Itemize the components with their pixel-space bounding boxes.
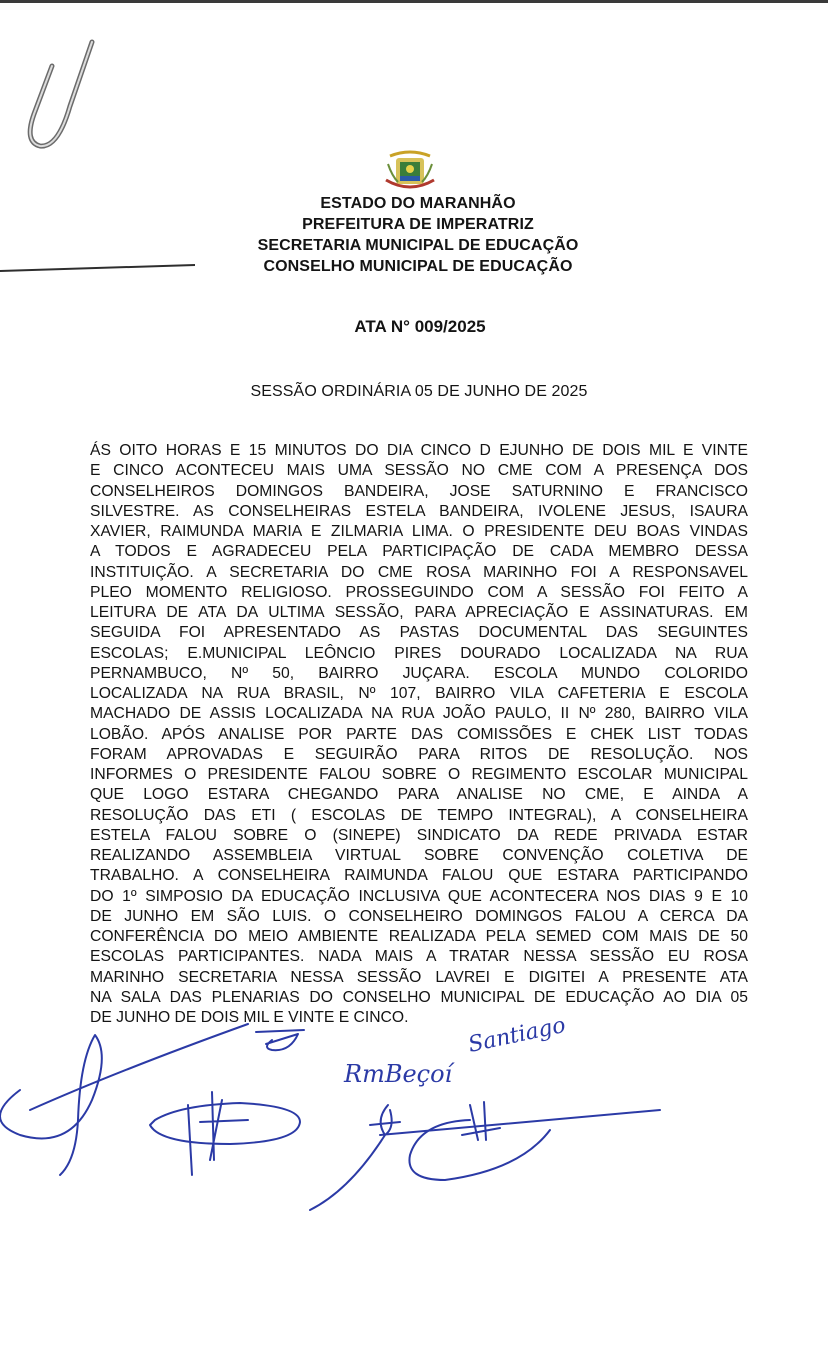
handwritten-rmbecoi	[343, 1060, 456, 1088]
body-line: LOCALIZADA NA RUA BRASIL, Nº 107, BAIRRO VILA CAFETERIA E ESCOLA	[90, 685, 748, 702]
body-line: PLEO MOMENTO RELIGIOSO. PROSSEGUINDO COM A SESSÃO FOI FEITO A	[90, 583, 748, 601]
body-line: ÁS OITO HORAS E 15 MINUTOS DO DIA CINCO D EJUNHO DE DOIS MIL E VINTE	[90, 442, 748, 459]
body-line: INFORMES O PRESIDENTE FALOU SOBRE O REGIMENTO ESCOLAR MUNICIPAL	[90, 766, 748, 783]
header-secretariat: SECRETARIA MUNICIPAL DE EDUCAÇÃO	[257, 237, 579, 254]
handwritten-signature-santiago: Santiago	[466, 1012, 568, 1058]
header-state: ESTADO DO MARANHÃO	[320, 195, 516, 212]
body-line: XAVIER, RAIMUNDA MARIA E ZILMARIA LIMA. O PRESIDENTE DEU BOAS VINDAS	[90, 523, 748, 540]
body-line: SEGUIDA FOI APRESENTADO AS PASTAS DOCUMENTAL DAS SEGUINTES	[90, 624, 748, 642]
signature-5	[409, 1102, 550, 1180]
body-line: MARINHO SECRETARIA NESSA SESSÃO LAVREI E DIGITEI A PRESENTE ATA	[90, 968, 748, 986]
body-line: SILVESTRE. AS CONSELHEIRAS ESTELA BANDEIRA, IVOLENE JESUS, ISAURA	[90, 502, 748, 520]
handwritten-santiago	[466, 1013, 568, 1058]
handwritten-signature-rmbecoi: RmBeçoí	[344, 1060, 453, 1088]
header-prefecture: PREFEITURA DE IMPERATRIZ	[302, 216, 534, 233]
ata-title: ATA N° 009/2025	[354, 317, 486, 336]
session-heading: SESSÃO ORDINÁRIA 05 DE JUNHO DE 2025	[250, 383, 588, 400]
body-line: TRABALHO. A CONSELHEIRA RAIMUNDA FALOU QUE ESTARA PARTICIPANDO	[90, 867, 748, 885]
signature-2	[256, 1030, 304, 1050]
body-line: INSTITUIÇÃO. A SECRETARIA DO CME ROSA MARINHO FOI A RESPONSAVEL	[90, 563, 748, 581]
body-line: NA SALA DAS PLENARIAS DO CONSELHO MUNICIPAL DE EDUCAÇÃO AO DIA 05	[90, 988, 748, 1006]
body-line: REALIZANDO ASSEMBLEIA VIRTUAL SOBRE CONVENÇÃO COLETIVA DE	[90, 847, 748, 864]
body-line: LOBÃO. APÓS ANALISE POR PARTE DAS COMISSÕES E CHEK LIST TODAS	[90, 725, 748, 743]
body-line: DE JUNHO EM SÃO LUIS. O CONSELHEIRO DOMINGOS FALOU A CERCA DA	[90, 907, 748, 925]
header-council: CONSELHO MUNICIPAL DE EDUCAÇÃO	[263, 258, 573, 275]
coat-of-arms-icon	[384, 150, 436, 192]
minutes-body	[90, 441, 748, 1028]
paperclip-icon	[10, 36, 100, 161]
body-line: QUE LOGO ESTARA CHEGANDO PARA ANALISE NO CME, E AINDA A	[90, 786, 748, 804]
body-line: FORAM APROVADAS E SEGUIRÃO PARA RITOS DE RESOLUÇÃO. NOS	[90, 745, 748, 763]
scan-shadow-line	[0, 262, 195, 276]
body-line: CONFERÊNCIA DO MEIO AMBIENTE REALIZADA PELA SEMED COM MAIS DE 50	[90, 928, 748, 945]
body-line: ESCOLAS PARTICIPANTES. NADA MAIS A TRATAR NESSA SESSÃO EU ROSA	[90, 948, 748, 966]
scan-top-edge	[0, 0, 828, 3]
body-line: DE JUNHO DE DOIS MIL E VINTE E CINCO.	[90, 1009, 409, 1026]
body-line: ESTELA FALOU SOBRE O (SINEPE) SINDICATO DA REDE PRIVADA ESTAR	[90, 826, 748, 844]
signature-3	[150, 1092, 300, 1175]
body-line: PERNAMBUCO, Nº 50, BAIRRO JUÇARA. ESCOLA MUNDO COLORIDO	[90, 664, 748, 682]
signatures-area	[0, 1010, 828, 1240]
body-line: LEITURA DE ATA DA ULTIMA SESSÃO, PARA APRECIAÇÃO E ASSINATURAS. EM	[90, 604, 748, 621]
body-line: RESOLUÇÃO DAS ETI ( ESCOLAS DE TEMPO INTEGRAL), A CONSELHEIRA	[90, 806, 748, 824]
letterhead	[200, 193, 636, 277]
body-line: E CINCO ACONTECEU MAIS UMA SESSÃO NO CME COM A PRESENÇA DOS	[90, 462, 748, 480]
body-line: MACHADO DE ASSIS LOCALIZADA NA RUA JOÃO PAULO, II Nº 280, BAIRRO VILA	[90, 705, 748, 723]
body-line: A TODOS E AGRADECEU PELA PARTICIPAÇÃO DE CADA MEMBRO DESSA	[90, 543, 748, 561]
body-line: ESCOLAS; E.MUNICIPAL LEÔNCIO PIRES DOURADO LOCALIZADA NA RUA	[90, 644, 748, 662]
body-line: CONSELHEIROS DOMINGOS BANDEIRA, JOSE SATURNINO E FRANCISCO	[90, 482, 748, 500]
body-line: DO 1º SIMPOSIO DA EDUCAÇÃO INCLUSIVA QUE ACONTECERA NOS DIAS 9 E 10	[90, 887, 748, 905]
